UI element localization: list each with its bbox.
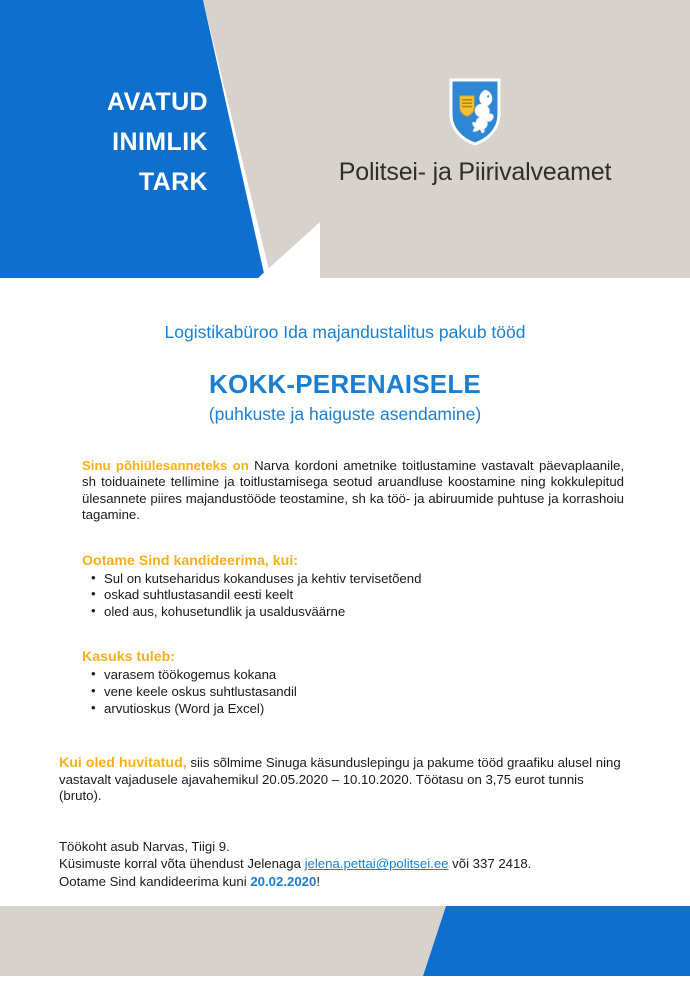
advantages-section	[82, 648, 624, 717]
advantages-title: Kasuks tuleb:	[82, 649, 176, 666]
slogan-line-1: AVATUD	[107, 88, 208, 116]
contact-line	[59, 855, 628, 872]
duties-heading: Sinu põhiülesanneteks on	[82, 458, 249, 473]
duties-text: Narva kordoni ametnike toitlustamine vastavalt päevaplaanile, sh toiduainete tellimine ja toitlustamisega seotud aruandluse koostamine ning kokkulepitud ülesannete piires majandustööde teostamine, sh ka töö- ja abiruumide puhtuse ja korrashoiu tagamine.	[82, 458, 625, 523]
expectations-title: Ootame Sind kandideerima, kui:	[82, 552, 299, 569]
page-footer	[0, 906, 690, 976]
body-container	[82, 458, 624, 717]
workplace-location: Töökoht asub Narvas, Tiigi 9.	[59, 838, 230, 854]
page-subtitle: (puhkuste ja haiguste asendamine)	[208, 404, 482, 424]
advantages-list	[82, 667, 624, 717]
closing-heading: Kui oled huvitatud,	[59, 755, 187, 772]
closing-text: siis sõlmime Sinuga käsunduslepingu ja pakume tööd graafiku alusel ning vastavalt vajadusele ajavahemikul 20.05.2020 – 10.10.2020. Töötasu on 3,75 eurot tunnis (bruto).	[59, 755, 621, 804]
list-item: • varasem töökogemus kokana	[104, 667, 624, 684]
header-slogan	[0, 82, 208, 202]
footer-blue-band	[423, 906, 690, 976]
email-link[interactable]: jelena.pettai@politsei.ee	[304, 856, 449, 872]
duties-paragraph	[82, 458, 624, 524]
list-item: • vene keele oskus suhtlustasandil	[104, 684, 624, 701]
contact-block	[59, 838, 628, 890]
lower-container	[59, 755, 628, 890]
deadline-suffix: !	[316, 873, 321, 889]
expectations-list	[82, 571, 624, 621]
footer-background-shapes	[0, 906, 690, 976]
list-item: • Sul on kutseharidus kokanduses ja kehtiv tervisetõend	[104, 571, 624, 588]
deadline-line	[59, 873, 628, 890]
coat-of-arms-icon	[449, 78, 501, 146]
list-item: • arvutioskus (Word ja Excel)	[104, 701, 624, 718]
deadline-prefix: Ootame Sind kandideerima kuni	[59, 873, 251, 889]
footer-beige-band	[0, 906, 446, 976]
page-header	[0, 0, 690, 290]
contact-phone: või 337 2418.	[448, 856, 532, 872]
expectations-section	[82, 552, 624, 621]
deadline-date: 20.02.2020	[250, 873, 317, 889]
slogan-line-2: INIMLIK	[112, 128, 208, 156]
page-content	[0, 290, 690, 890]
organization-wordmark: Politsei- ja Piirivalveamet	[338, 158, 612, 186]
page-title: KOKK-PERENAISELE	[209, 369, 481, 399]
closing-paragraph	[59, 755, 628, 805]
slogan-line-3: TARK	[138, 168, 208, 196]
list-item: • oled aus, kohusetundlik ja usaldusväärne	[104, 604, 624, 621]
contact-prefix: Küsimuste korral võta ühendust Jelenaga	[59, 856, 305, 872]
lead-text: Logistikabüroo Ida majandustalitus pakub tööd	[164, 322, 526, 342]
list-item: • oskad suhtlustasandil eesti keelt	[104, 587, 624, 604]
organization-logo	[310, 78, 640, 187]
